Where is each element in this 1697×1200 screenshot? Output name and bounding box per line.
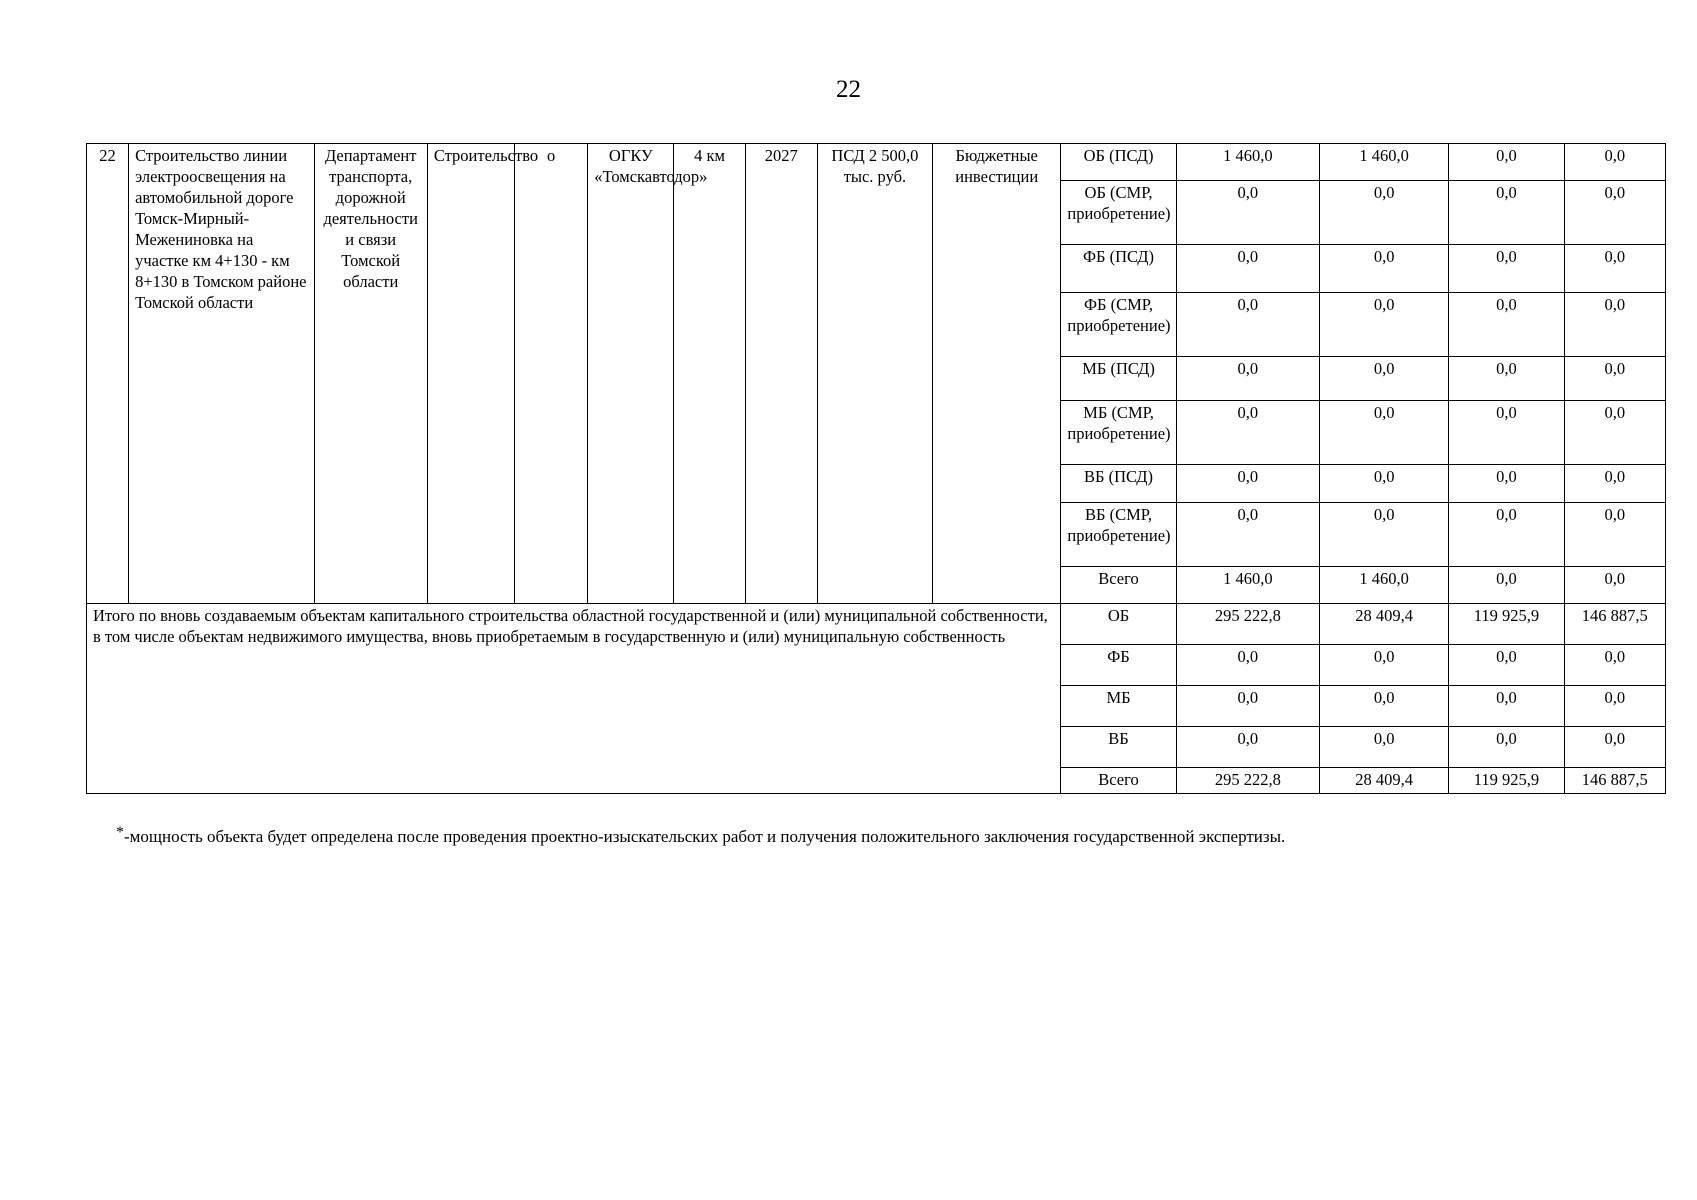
funding-value: 0,0 — [1449, 645, 1564, 686]
funding-source: ФБ — [1061, 645, 1176, 686]
object-capacity: 4 км — [674, 144, 745, 604]
funding-source: Всего — [1061, 768, 1176, 794]
funding-value: 0,0 — [1564, 293, 1665, 357]
object-cost: ПСД 2 500,0 тыс. руб. — [817, 144, 932, 604]
table-row — [87, 144, 1666, 181]
object-name: Строительство линии электроосвещения на автомобильной дороге Томск-Мирный-Межениновка на участке км 4+130 - км 8+130 в Томском районе Томской области — [129, 144, 314, 604]
object-year: 2027 — [745, 144, 817, 604]
funding-value: 119 925,9 — [1449, 768, 1564, 794]
object-department: Департамент транспорта, дорожной деятельности и связи Томской области — [314, 144, 427, 604]
funding-value: 0,0 — [1320, 686, 1449, 727]
funding-source: ФБ (ПСД) — [1061, 245, 1176, 293]
funding-value: 0,0 — [1449, 567, 1564, 604]
funding-value: 1 460,0 — [1176, 144, 1319, 181]
funding-value: 0,0 — [1449, 144, 1564, 181]
funding-value: 0,0 — [1176, 465, 1319, 503]
funding-value: 0,0 — [1564, 181, 1665, 245]
funding-value: 146 887,5 — [1564, 768, 1665, 794]
funding-value: 0,0 — [1320, 503, 1449, 567]
object-ownership: о — [515, 144, 588, 604]
funding-value: 1 460,0 — [1176, 567, 1319, 604]
funding-value: 295 222,8 — [1176, 604, 1319, 645]
funding-value: 295 222,8 — [1176, 768, 1319, 794]
funding-value: 0,0 — [1176, 645, 1319, 686]
funding-value: 0,0 — [1449, 245, 1564, 293]
funding-value: 0,0 — [1320, 401, 1449, 465]
funding-value: 0,0 — [1449, 686, 1564, 727]
funding-value: 1 460,0 — [1320, 144, 1449, 181]
funding-value: 146 887,5 — [1564, 604, 1665, 645]
funding-value: 0,0 — [1176, 245, 1319, 293]
funding-source: МБ (СМР, приобретение) — [1061, 401, 1176, 465]
funding-source: ОБ (ПСД) — [1061, 144, 1176, 181]
footnote-marker: * — [116, 824, 124, 841]
funding-value: 0,0 — [1320, 357, 1449, 401]
funding-value: 0,0 — [1449, 293, 1564, 357]
total-label: Итого по вновь создаваемым объектам капитального строительства областной государственной и (или) муниципальной собственности, в том числе объектам недвижимого имущества, вновь приобретаемым в государственную и (или) муниципальную собственность — [87, 604, 1061, 794]
funding-value: 0,0 — [1176, 293, 1319, 357]
object-customer: ОГКУ «Томскавтодор» — [588, 144, 674, 604]
funding-value: 0,0 — [1176, 503, 1319, 567]
funding-value: 0,0 — [1320, 727, 1449, 768]
funding-value: 0,0 — [1564, 401, 1665, 465]
funding-value: 0,0 — [1449, 357, 1564, 401]
funding-source: МБ — [1061, 686, 1176, 727]
funding-source: ВБ — [1061, 727, 1176, 768]
funding-value: 0,0 — [1320, 465, 1449, 503]
funding-value: 0,0 — [1320, 645, 1449, 686]
funding-value: 0,0 — [1564, 245, 1665, 293]
object-work-type: Строительство — [427, 144, 514, 604]
funding-value: 0,0 — [1176, 686, 1319, 727]
funding-value: 0,0 — [1564, 144, 1665, 181]
funding-source: ВБ (СМР, приобретение) — [1061, 503, 1176, 567]
funding-value: 0,0 — [1564, 357, 1665, 401]
investment-table — [86, 143, 1666, 794]
funding-value: 0,0 — [1449, 465, 1564, 503]
object-investment-form: Бюджетные инвестиции — [933, 144, 1061, 604]
funding-value: 0,0 — [1564, 567, 1665, 604]
funding-value: 0,0 — [1176, 357, 1319, 401]
funding-source: Всего — [1061, 567, 1176, 604]
funding-value: 119 925,9 — [1449, 604, 1564, 645]
funding-source: ФБ (СМР, приобретение) — [1061, 293, 1176, 357]
funding-value: 0,0 — [1176, 401, 1319, 465]
funding-source: ОБ (СМР, приобретение) — [1061, 181, 1176, 245]
funding-value: 28 409,4 — [1320, 768, 1449, 794]
funding-value: 0,0 — [1564, 645, 1665, 686]
footnote-text: -мощность объекта будет определена после проведения проектно-изыскательских работ и получения положительного заключения государственной экспертизы. — [124, 827, 1286, 846]
funding-value: 1 460,0 — [1320, 567, 1449, 604]
object-index: 22 — [87, 144, 129, 604]
footnote — [116, 824, 1656, 847]
funding-value: 0,0 — [1449, 727, 1564, 768]
funding-value: 0,0 — [1564, 503, 1665, 567]
funding-value: 0,0 — [1176, 727, 1319, 768]
funding-source: ВБ (ПСД) — [1061, 465, 1176, 503]
funding-value: 0,0 — [1320, 181, 1449, 245]
funding-value: 0,0 — [1564, 727, 1665, 768]
funding-value: 0,0 — [1320, 293, 1449, 357]
funding-value: 0,0 — [1449, 503, 1564, 567]
funding-value: 28 409,4 — [1320, 604, 1449, 645]
funding-source: МБ (ПСД) — [1061, 357, 1176, 401]
page-number: 22 — [836, 76, 861, 103]
funding-value: 0,0 — [1564, 686, 1665, 727]
funding-value: 0,0 — [1449, 181, 1564, 245]
funding-source: ОБ — [1061, 604, 1176, 645]
table-row — [87, 604, 1666, 645]
funding-value: 0,0 — [1176, 181, 1319, 245]
funding-value: 0,0 — [1564, 465, 1665, 503]
funding-value: 0,0 — [1449, 401, 1564, 465]
funding-value: 0,0 — [1320, 245, 1449, 293]
